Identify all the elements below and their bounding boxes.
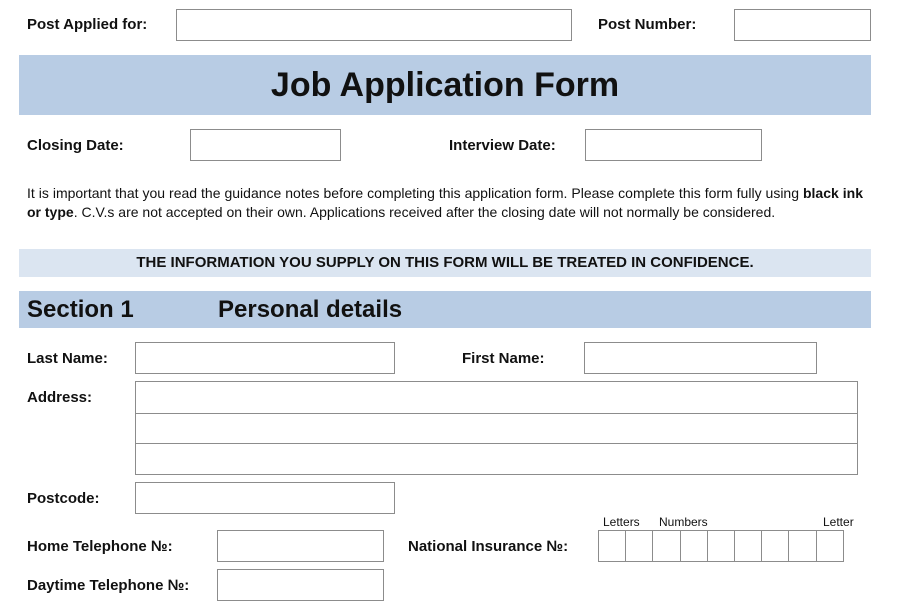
guidance-text-1: It is important that you read the guidance notes before completing this application form. Please complete this form fully using <box>27 185 803 201</box>
closing-date-label: Closing Date: <box>27 137 124 154</box>
ni-cell[interactable] <box>816 530 845 562</box>
ni-cell[interactable] <box>788 530 817 562</box>
national-insurance-label: National Insurance №: <box>408 538 569 555</box>
ni-cell[interactable] <box>761 530 790 562</box>
home-telephone-input[interactable] <box>217 530 384 562</box>
daytime-telephone-input[interactable] <box>217 569 384 601</box>
interview-date-label: Interview Date: <box>449 137 556 154</box>
post-number-label: Post Number: <box>598 16 697 33</box>
last-name-label: Last Name: <box>27 350 108 367</box>
ni-letters-hint: Letters <box>603 515 640 529</box>
last-name-input[interactable] <box>135 342 395 374</box>
address-label: Address: <box>27 389 93 406</box>
page-title: Job Application Form <box>270 66 620 104</box>
section1-banner <box>19 291 871 328</box>
ni-cell[interactable] <box>707 530 736 562</box>
address-line-1[interactable] <box>135 381 858 414</box>
guidance-emphasis: black ink or type <box>27 185 863 220</box>
national-insurance-input[interactable] <box>598 530 844 562</box>
guidance-text-2: . C.V.s are not accepted on their own. Applications received after the closing date will not normally be considered. <box>73 204 776 220</box>
ni-cell[interactable] <box>734 530 763 562</box>
confidence-notice: THE INFORMATION YOU SUPPLY ON THIS FORM WILL BE TREATED IN CONFIDENCE. <box>19 249 871 277</box>
address-line-2[interactable] <box>135 413 858 445</box>
ni-cell[interactable] <box>625 530 654 562</box>
post-number-input[interactable] <box>734 9 871 41</box>
postcode-label: Postcode: <box>27 490 100 507</box>
interview-date-input[interactable] <box>585 129 762 161</box>
post-applied-input[interactable] <box>176 9 572 41</box>
section1-title: Personal details <box>218 296 403 323</box>
first-name-label: First Name: <box>462 350 545 367</box>
postcode-input[interactable] <box>135 482 395 514</box>
first-name-input[interactable] <box>584 342 817 374</box>
guidance-notes <box>27 184 863 222</box>
post-applied-label: Post Applied for: <box>27 16 148 33</box>
closing-date-input[interactable] <box>190 129 341 161</box>
ni-numbers-hint: Numbers <box>659 515 708 529</box>
ni-cell[interactable] <box>680 530 709 562</box>
ni-cell[interactable] <box>652 530 681 562</box>
daytime-telephone-label: Daytime Telephone №: <box>27 577 190 594</box>
section1-number: Section 1 <box>27 296 134 323</box>
home-telephone-label: Home Telephone №: <box>27 538 173 555</box>
title-banner <box>19 55 871 115</box>
address-line-3[interactable] <box>135 443 858 475</box>
ni-letter-hint: Letter <box>823 515 854 529</box>
ni-cell[interactable] <box>598 530 627 562</box>
